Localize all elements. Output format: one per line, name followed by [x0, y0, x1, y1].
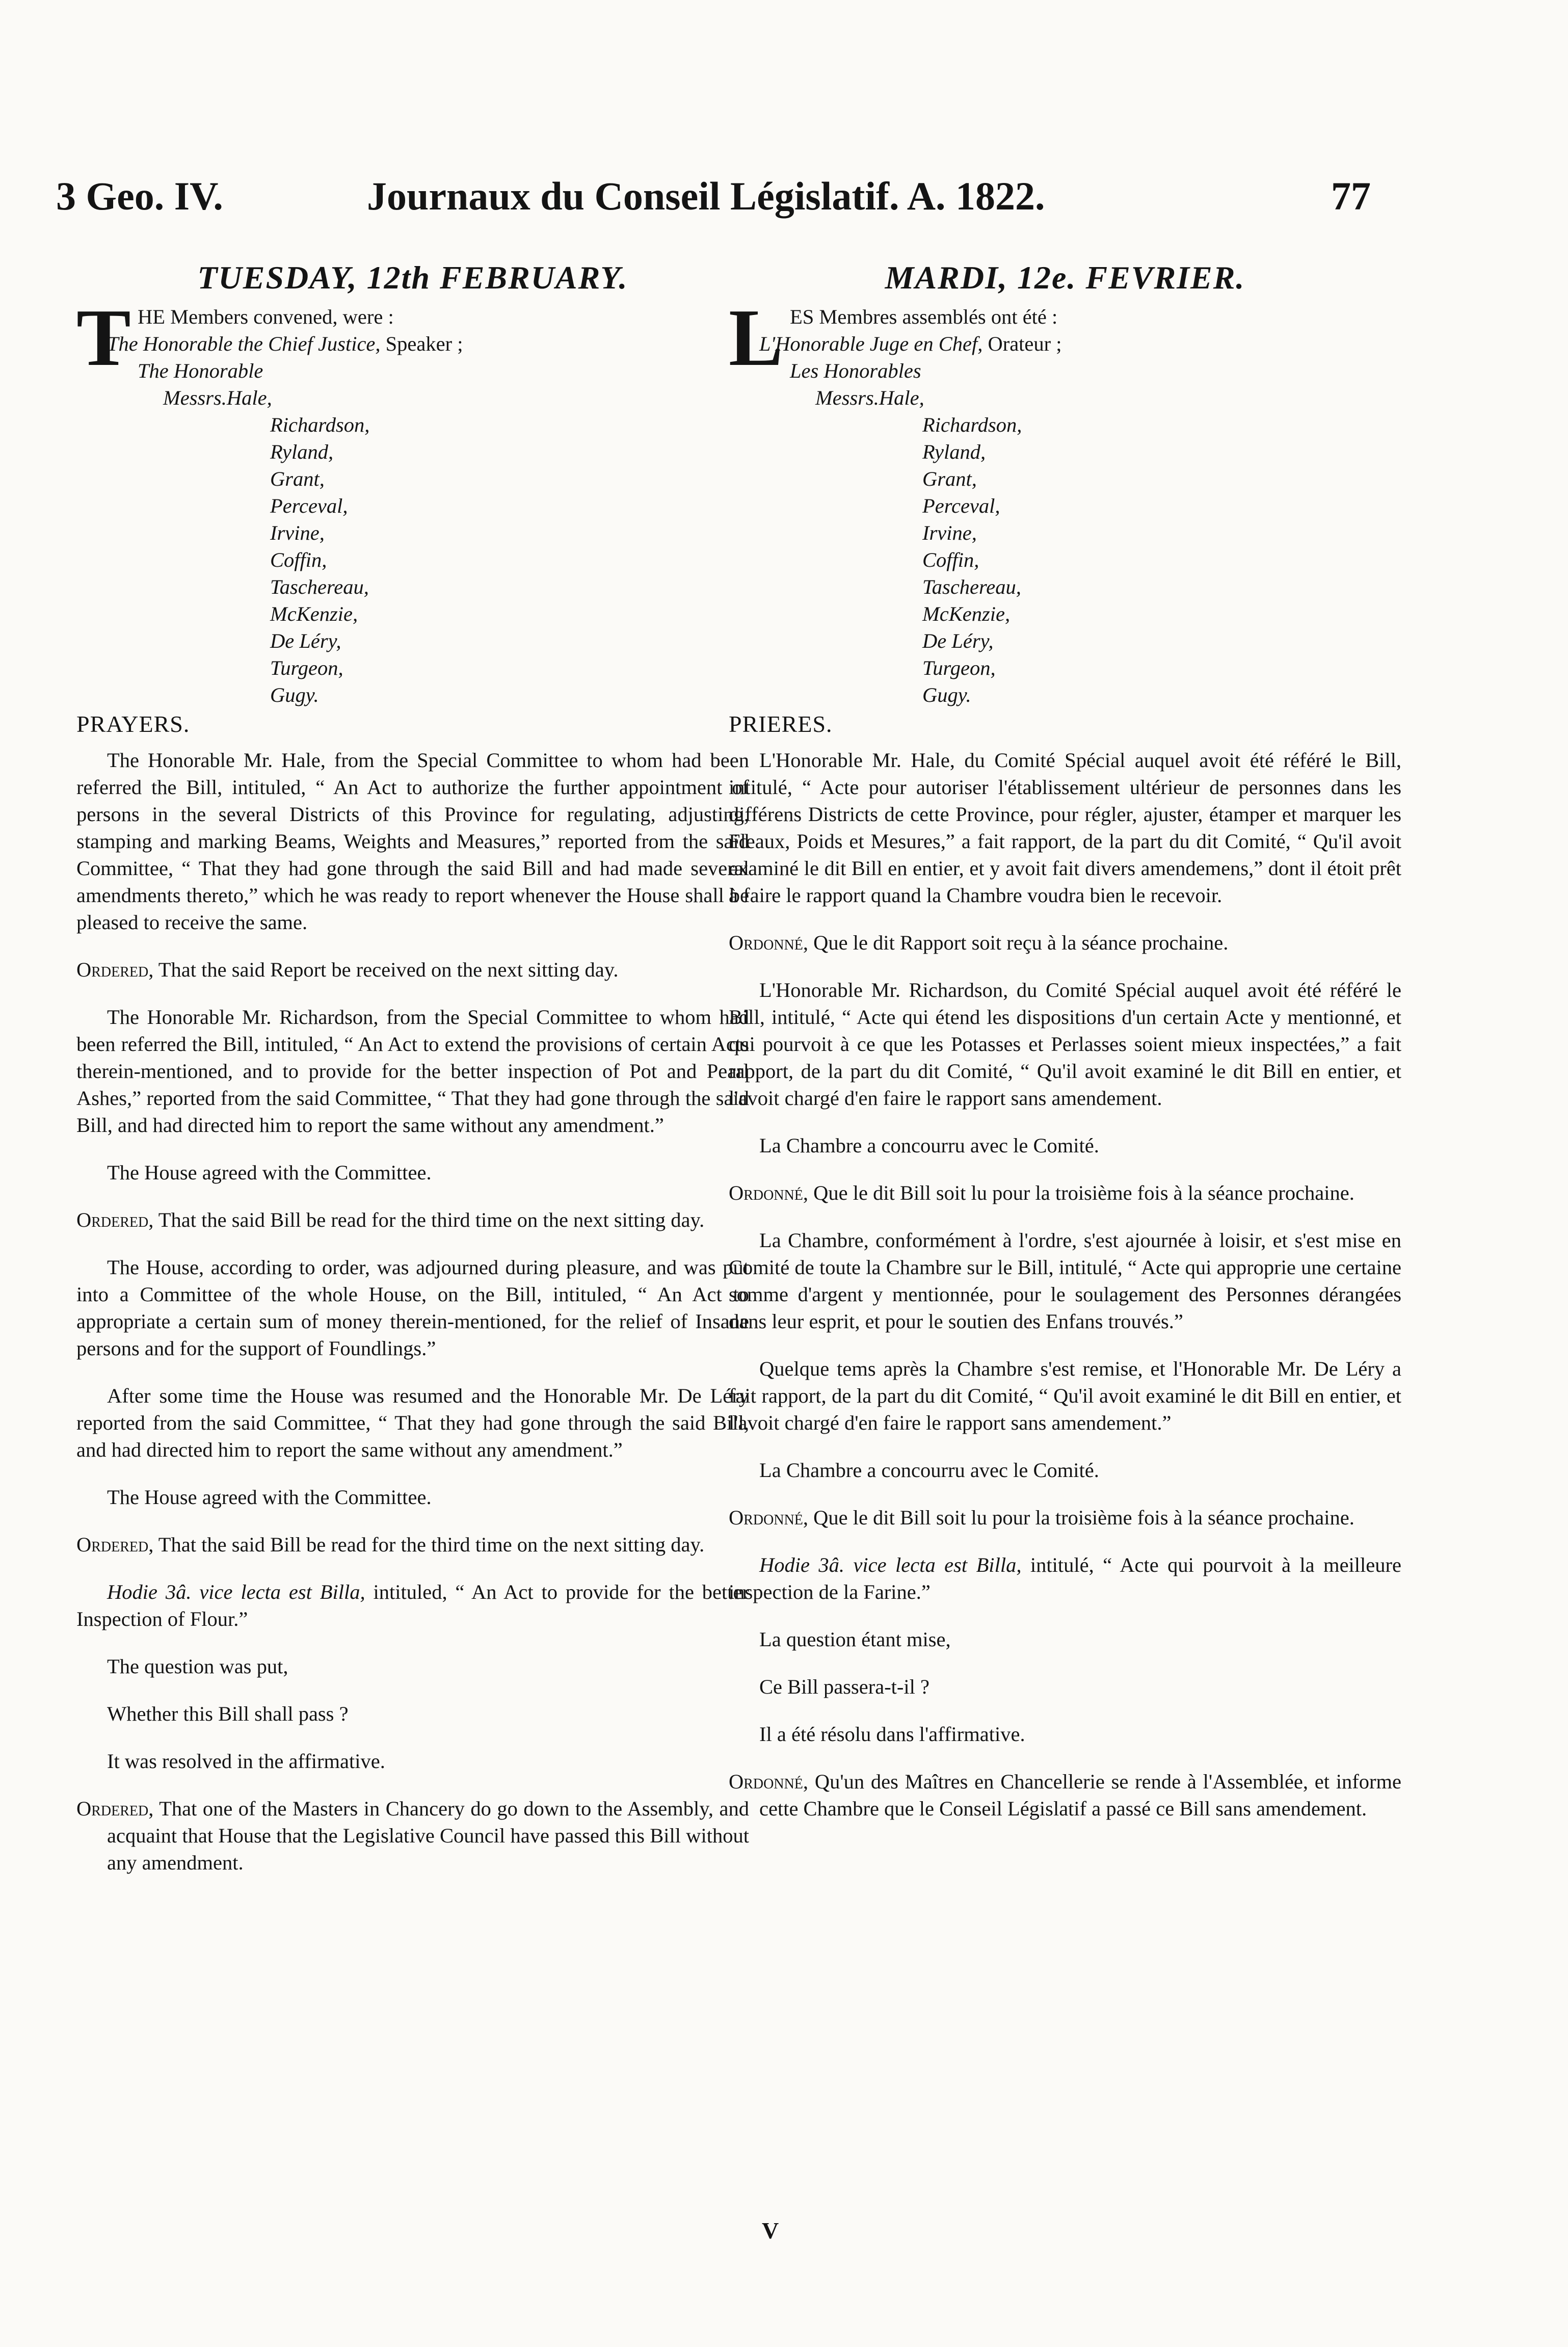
- hodie-text-fr: intitulé, “ Acte qui pourvoit à la meilleure inspection de la Farine.”: [729, 1553, 1401, 1603]
- member-name-fr: Richardson,: [922, 413, 1022, 436]
- intro-text-en: HE Members convened, were :: [138, 305, 394, 328]
- member-name-en: Coffin,: [270, 548, 327, 571]
- regnal-year: 3 Geo. IV.: [56, 174, 223, 218]
- page-number: 77: [1331, 174, 1371, 218]
- order-third-reading-2-en: [76, 1531, 749, 1558]
- member-list-fr: [729, 384, 1401, 708]
- member-name-fr: De Léry,: [922, 629, 994, 652]
- member-name-fr: Grant,: [922, 467, 977, 490]
- member-name-fr: Coffin,: [922, 548, 979, 571]
- question-put-en: The question was put,: [107, 1655, 288, 1678]
- honorable-en: [76, 357, 749, 384]
- ordered-text-fr: Qu'un des Maîtres en Chancellerie se rende à l'Assemblée, et informe cette Chambre que le Conseil Législatif a passé ce Bill sans amendement.: [759, 1770, 1401, 1820]
- speaker-line-en: [76, 330, 749, 357]
- prayers-heading-en: PRAYERS.: [76, 711, 190, 737]
- prayers-heading-fr: PRIERES.: [729, 711, 833, 737]
- paragraph-de-lery-report-en: After some time the House was resumed and the Honorable Mr. De Léry reported from the said Committee, “ That they had gone through the said Bill, and had directed him to report the same without any amendment.”: [76, 1384, 749, 1461]
- ordered-text-en: That the said Report be received on the next sitting day.: [153, 958, 619, 981]
- french-column: [729, 257, 1401, 1842]
- order-masters-chancery-en: [76, 1795, 749, 1876]
- member-name-fr: Turgeon,: [922, 656, 996, 679]
- agreed-committee-2-en: The House agreed with the Committee.: [107, 1486, 432, 1509]
- speaker-name-fr: L'Honorable Juge en Chef,: [759, 332, 983, 355]
- honorable-label-en: The Honorable: [138, 359, 263, 382]
- hodie-label-en: Hodie 3â. vice lecta est Billa,: [107, 1580, 365, 1603]
- paragraph-hale-report-fr: L'Honorable Mr. Hale, du Comité Spécial auquel avoit été référé le Bill, intitulé, “ Acte pour autoriser l'établissement ultérieur de personnes dans les différens Districts de cette Province, pour régler, ajuster, étamper et marquer les Fleaux, Poids et Mesures,” a fait rapport, de la part du dit Comité, “ Qu'il avoit examiné le dit Bill en entier, et y avoit fait divers amendemens,” dont il étoit prêt à faire le rapport quand la Chambre voudra bien le recevoir.: [729, 749, 1401, 907]
- member-name-en: Irvine,: [270, 521, 325, 544]
- journal-title: Journaux du Conseil Législatif. A. 1822.: [367, 174, 1045, 218]
- agreed-committee-2-fr: La Chambre a concourru avec le Comité.: [759, 1459, 1099, 1482]
- member-name-fr: Irvine,: [922, 521, 977, 544]
- speaker-role-fr: Orateur ;: [982, 332, 1062, 355]
- ordered-label-en: Ordered,: [76, 1208, 154, 1231]
- speaker-name-en: The Honorable the Chief Justice,: [107, 332, 381, 355]
- ordered-label-en: Ordered,: [76, 958, 154, 981]
- member-name-fr: Ryland,: [922, 440, 986, 463]
- hodie-label-fr: Hodie 3â. vice lecta est Billa,: [759, 1553, 1022, 1576]
- ordered-label-fr: Ordonné,: [729, 1506, 809, 1529]
- ordered-label-fr: Ordonné,: [729, 931, 809, 954]
- dropcap-en: T: [76, 292, 131, 383]
- member-name-fr: Gugy.: [922, 683, 971, 706]
- day-heading-en: TUESDAY, 12th FEBRUARY.: [197, 259, 628, 296]
- english-column: [76, 257, 749, 1896]
- member-name-en: Turgeon,: [270, 656, 343, 679]
- signature-mark: V: [762, 2218, 779, 2244]
- member-name-en: Hale,: [226, 386, 272, 409]
- whether-pass-fr: Ce Bill passera-t-il ?: [759, 1675, 930, 1698]
- member-name-en: De Léry,: [270, 629, 341, 652]
- messrs-fr: Messrs.: [815, 386, 879, 409]
- honorable-label-fr: Les Honorables: [790, 359, 921, 382]
- intro-text-fr: ES Membres assemblés ont été :: [790, 305, 1058, 328]
- member-name-en: Richardson,: [270, 413, 370, 436]
- paragraph-de-lery-report-fr: Quelque tems après la Chambre s'est remise, et l'Honorable Mr. De Léry a fait rapport, de la part du dit Comité, “ Qu'il avoit examiné le dit Bill en entier, et l'avoit chargé d'en faire le rapport sans amendement.”: [729, 1357, 1401, 1434]
- honorable-fr: [729, 357, 1401, 384]
- member-name-en: Grant,: [270, 467, 325, 490]
- hodie-flour-en: [76, 1578, 749, 1632]
- question-put-fr: La question étant mise,: [759, 1628, 951, 1651]
- order-report-received-fr: [729, 929, 1401, 956]
- ordered-text-fr: Que le dit Bill soit lu pour la troisième fois à la séance prochaine.: [808, 1181, 1354, 1204]
- whether-pass-en: Whether this Bill shall pass ?: [107, 1702, 349, 1725]
- member-name-en: McKenzie,: [270, 602, 358, 625]
- member-name-fr: McKenzie,: [922, 602, 1011, 625]
- order-report-received-en: [76, 956, 749, 983]
- agreed-committee-en: The House agreed with the Committee.: [107, 1161, 432, 1184]
- resolved-en: It was resolved in the affirmative.: [107, 1750, 385, 1773]
- resolved-fr: Il a été résolu dans l'affirmative.: [759, 1723, 1025, 1746]
- ordered-text-fr: Que le dit Rapport soit reçu à la séance prochaine.: [808, 931, 1229, 954]
- ordered-text-en: That one of the Masters in Chancery do go down to the Assembly, and acquaint that House that the Legislative Council have passed this Bill without any amendment.: [107, 1797, 749, 1874]
- ordered-label-en: Ordered,: [76, 1797, 154, 1820]
- order-third-reading-en: [76, 1206, 749, 1233]
- member-list-en: [76, 384, 749, 708]
- paragraph-insane-persons-en: The House, according to order, was adjourned during pleasure, and was put into a Committee of the whole House, on the Bill, intituled, “ An Act to appropriate a certain sum of money therein-mentioned, for the relief of Insane persons and for the support of Foundlings.”: [76, 1256, 749, 1360]
- hodie-flour-fr: [729, 1551, 1401, 1605]
- ordered-text-fr: Que le dit Bill soit lu pour la troisième fois à la séance prochaine.: [808, 1506, 1354, 1529]
- member-name-en: Taschereau,: [270, 575, 369, 598]
- ordered-text-en: That the said Bill be read for the third time on the next sitting day.: [153, 1208, 705, 1231]
- member-name-en: Perceval,: [270, 494, 348, 517]
- ordered-label-fr: Ordonné,: [729, 1770, 809, 1793]
- page-header: [56, 173, 1371, 229]
- member-name-fr: Taschereau,: [922, 575, 1021, 598]
- dropcap-fr: L: [729, 292, 783, 383]
- paragraph-insane-persons-fr: La Chambre, conformément à l'ordre, s'est ajournée à loisir, et s'est mise en Comité de toute la Chambre sur le Bill, intitulé, “ Acte qui approprie une certaine somme d'argent y mentionnée, pour le soulagement des Personnes dérangées dans leur esprit, et pour le soutien des Enfans trouvés.”: [729, 1229, 1401, 1333]
- hodie-text-en: intituled, “ An Act to provide for the better Inspection of Flour.”: [76, 1580, 749, 1630]
- member-name-en: Gugy.: [270, 683, 319, 706]
- paragraph-richardson-report-en: The Honorable Mr. Richardson, from the Special Committee to whom had been referred the Bill, intituled, “ An Act to extend the provisions of certain Acts therein-mentioned, and to provide for the better inspection of Pot and Pearl Ashes,” reported from the said Committee, “ That they had gone through the said Bill, and had directed him to report the same without any amendment.”: [76, 1006, 749, 1137]
- agreed-committee-fr: La Chambre a concourru avec le Comité.: [759, 1134, 1099, 1157]
- ordered-text-en: That the said Bill be read for the third time on the next sitting day.: [153, 1533, 705, 1556]
- messrs-en: Messrs.: [163, 386, 227, 409]
- paragraph-hale-report-en: The Honorable Mr. Hale, from the Special Committee to whom had been referred the Bill, intituled, “ An Act to authorize the further appointment of persons in the several Districts of this Province for regulating, adjusting, stamping and marking Beams, Weights and Measures,” reported from the said Committee, “ That they had gone through the said Bill and had made several amendments thereto,” which he was ready to report whenever the House shall be pleased to receive the same.: [76, 749, 749, 934]
- day-heading-fr: MARDI, 12e. FEVRIER.: [885, 259, 1245, 296]
- order-masters-chancery-fr: [729, 1768, 1401, 1822]
- speaker-line-fr: [729, 330, 1401, 357]
- order-third-reading-2-fr: [729, 1504, 1401, 1531]
- member-name-fr: Perceval,: [922, 494, 1000, 517]
- member-name-fr: Hale,: [879, 386, 924, 409]
- paragraph-richardson-report-fr: L'Honorable Mr. Richardson, du Comité Spécial auquel avoit été référé le Bill, intitulé, “ Acte qui étend les dispositions d'un certain Acte y mentionné, et qui pourvoit à ce que les Potasses et Perlasses soient mieux inspectées,” a fait rapport, de la part du dit Comité, “ Qu'il avoit examiné le dit Bill en entier, et l'avoit chargé d'en faire le rapport sans amendement.: [729, 979, 1401, 1110]
- member-name-en: Ryland,: [270, 440, 334, 463]
- ordered-label-fr: Ordonné,: [729, 1181, 809, 1204]
- order-third-reading-fr: [729, 1179, 1401, 1206]
- ordered-label-en: Ordered,: [76, 1533, 154, 1556]
- speaker-role-en: Speaker ;: [380, 332, 463, 355]
